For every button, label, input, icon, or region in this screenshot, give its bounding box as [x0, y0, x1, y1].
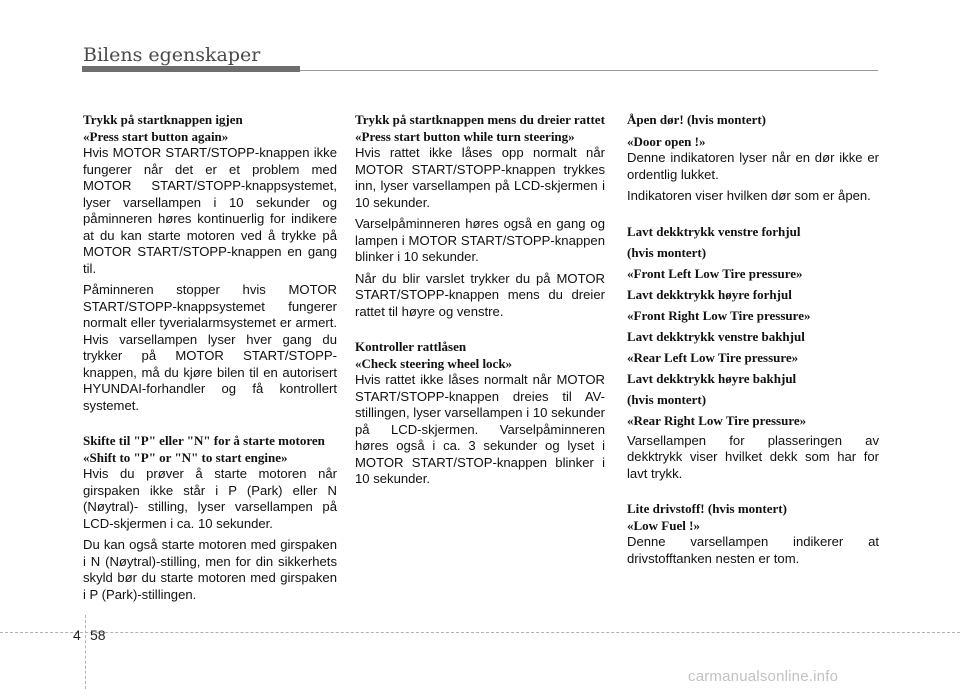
paragraph: Indikatoren viser hvilken dør som er åpen.	[627, 188, 871, 203]
section-heading: Kontroller rattlåsen	[355, 339, 467, 354]
tire-heading: (hvis montert)	[627, 391, 707, 407]
section-heading: Åpen dør! (hvis montert)	[627, 112, 767, 127]
section-heading: Skifte til "P" eller "N" for å starte motoren	[83, 433, 325, 448]
chapter-number: 4	[73, 627, 81, 643]
paragraph: Varsellampen for plasseringen av dekktrykk viser hvilket dekk som har for lavt trykk.	[627, 432, 879, 481]
column-middle	[355, 111, 605, 493]
tire-heading: Lavt dekktrykk venstre forhjul	[627, 223, 801, 239]
section-heading: Lite drivstoff! (hvis montert)	[627, 501, 787, 516]
paragraph: Du kan også starte motoren med girspaken i N (Nøytral)-stilling, men for din sikkerhets skyld bør du starte motoren med girspaken i P (Park)-stillingen.	[83, 537, 337, 602]
tire-heading: Lavt dekktrykk høyre bakhjul	[627, 370, 797, 386]
paragraph: Varselpåminneren høres også en gang og lampen i MOTOR START/STOPP-knappen blinker i 10 sekunder.	[355, 216, 605, 264]
paragraph: Hvis rattet ikke låses opp normalt når MOTOR START/STOPP-knappen trykkes inn, lyser varsellampen på LCD-skjermen i 10 sekunder.	[355, 145, 605, 210]
paragraph: Hvis rattet ikke låses normalt når MOTOR START/STOPP-knappen dreies til AV-stillingen, lyser varsellampen i 10 sekunder på LCD-skjermen. Varselpåminneren høres også i ca. 3 sekunder og lyset i MOTOR START/STOP-knappen blinker i 10 sekunder.	[355, 372, 605, 486]
footer-divider	[0, 632, 960, 633]
paragraph: Denne indikatoren lyser når en dør ikke er ordentlig lukket.	[627, 150, 879, 182]
tire-heading: (hvis montert)	[627, 244, 707, 260]
section-heading-message: «Press start button while turn steering»	[355, 129, 575, 144]
page-number: 58	[90, 627, 106, 643]
tire-heading-message: «Front Right Low Tire pressure»	[627, 307, 811, 323]
paragraph: Påminneren stopper hvis MOTOR START/STOPP-knappsystemet fungerer normalt eller tyverialarmsystemet er armert. Hvis varsellampen lyser hver gang du trykker på MOTOR START/STOPP-knappen, må du kjøre bilen til en autorisert HYUNDAI-forhandler og få kontrollert systemet.	[83, 282, 337, 413]
section-heading-message: «Low Fuel !»	[627, 518, 700, 533]
footer-vertical-divider	[85, 615, 87, 689]
paragraph: Hvis MOTOR START/STOPP-knappen ikke fungerer når det er et problem med MOTOR START/STOPP-knappsystemet, lyser varsellampen i 10 sekunder og påminneren høres kontinuerlig for indikere at du kan starte motoren ved å trykke på MOTOR START/STOPP-knappen en gang til.	[83, 145, 337, 276]
tire-heading: Lavt dekktrykk høyre forhjul	[627, 286, 792, 302]
paragraph: Når du blir varslet trykker du på MOTOR START/STOPP-knappen mens du dreier rattet til høyre og venstre.	[355, 270, 605, 319]
column-right	[627, 111, 879, 572]
tire-heading-message: «Rear Right Low Tire pressure»	[627, 412, 807, 428]
tire-heading-message: «Rear Left Low Tire pressure»	[627, 349, 799, 365]
page-title: Bilens egenskaper	[83, 44, 261, 66]
paragraph: Hvis du prøver å starte motoren når girspaken ikke står i P (Park) eller N (Nøytral)- stilling, lyser varsellampen på LCD-skjermen i ca. 10 sekunder.	[83, 466, 337, 531]
tire-heading: Lavt dekktrykk venstre bakhjul	[627, 328, 805, 344]
section-heading-message: «Check steering wheel lock»	[355, 356, 513, 371]
paragraph: Denne varsellampen indikerer at drivstofftanken nesten er tom.	[627, 534, 879, 566]
section-heading-message: «Door open !»	[627, 134, 706, 149]
section-heading: Trykk på startknappen mens du dreier rattet	[355, 112, 605, 127]
header-bar	[82, 66, 300, 72]
tire-heading-message: «Front Left Low Tire pressure»	[627, 265, 803, 281]
column-left	[83, 111, 337, 608]
watermark: carmanualsonline.info	[688, 668, 839, 685]
section-heading: Trykk på startknappen igjen	[83, 112, 243, 127]
section-heading-message: «Shift to "P" or "N" to start engine»	[83, 450, 288, 465]
section-heading-message: «Press start button again»	[83, 129, 229, 144]
header-rule	[300, 70, 878, 71]
